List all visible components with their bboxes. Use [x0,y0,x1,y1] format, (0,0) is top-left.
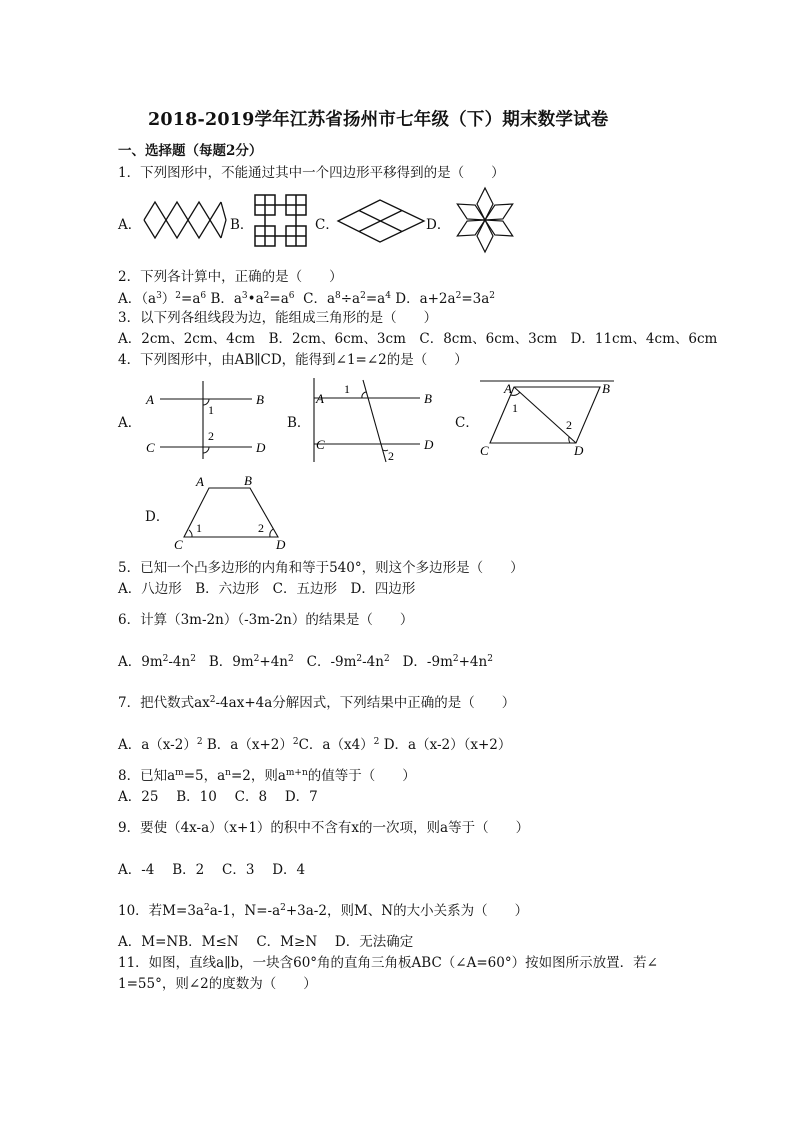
section-heading: 一、选择题（每题2分） [118,143,263,159]
q4c-point-c: C [480,443,489,458]
q1-option-d-label: D． [426,217,451,233]
q4d-angle-1: 1 [196,521,202,535]
q4b-point-c: C [316,437,325,452]
q4-option-a-label: A． [118,415,142,431]
q4c-point-d: D [574,443,584,458]
q2-options: A．$(a^3)^2=a^6$ B．$a^3•a^2=a^6$ C．$a^8\div a^2=a^4$ D．$a+2a^2=3a^2$ [118,291,495,307]
question-2-stem: 2．下列各计算中，正确的是（ ） [118,269,343,285]
q4a-point-a: A [146,392,154,407]
q4d-point-d: D [276,537,286,552]
q4-option-c-label: C． [455,415,479,431]
q4c-point-b: B [602,381,610,396]
page-title: 2018-2019学年江苏省扬州市七年级（下）期末数学试卷 [148,110,609,130]
q4a-point-b: B [256,392,264,407]
q1-option-b-label: B． [230,217,254,233]
q8-options: A．25 B．10 C．8 D．7 [118,789,318,805]
q1-figure-b [253,193,309,249]
question-10-stem: 10．若$M=3a^2a-1$，$N=-a^2+3a-2$，则M、N的大小关系为（ ） [118,903,529,919]
q7-options: A．$a(x-2)^2$ B．$a(x+2)^2C$．$a(x4)^2$ D．a（x-2）（x+2） [118,737,512,753]
q1-a-zigzag-bottom [144,220,221,238]
q10-options: A．M=NB．M≤N C．M≥N D．无法确定 [118,934,414,950]
question-9-stem: 9．要使（4x-a）（x+1）的积中不含有x的一次项，则a等于（ ） [118,820,530,836]
q4a-point-d: D [256,440,266,455]
q4-figure-d [170,473,295,553]
q4d-angle-2: 2 [258,521,264,535]
q4-option-b-label: B． [287,415,311,431]
q1-figure-c [336,198,426,244]
q4a-angle-2: 2 [208,429,214,443]
q1-a-zigzag-top [144,202,221,220]
question-3-stem: 3．以下列各组线段为边，能组成三角形的是（ ） [118,310,438,326]
q4b-point-a: A [316,391,324,406]
question-7-stem: 7．把代数式$ax^2-4ax+4a$分解因式，下列结果中正确的是（ ） [118,695,516,711]
q1-option-a-label: A． [118,217,142,233]
q4a-angle-1: 1 [208,403,214,417]
q1-option-c-label: C． [315,217,339,233]
q4b-angle-2: 2 [388,449,394,463]
question-5-stem: 5．已知一个凸多边形的内角和等于540°，则这个多边形是（ ） [118,560,524,576]
q4d-point-a: A [196,474,204,489]
question-11-line-2: 1=55°，则∠2的度数为（ ） [118,976,317,992]
q1-figure-d [452,186,518,254]
q4-figure-a [142,377,272,461]
q9-options: A．-4 B．2 C．3 D．4 [118,862,306,878]
q4-option-d-label: D． [145,509,170,525]
q4-figure-b [308,376,443,464]
q4c-point-a: A [504,381,512,396]
q4b-point-d: D [424,437,434,452]
q3-options: A．2cm、2cm、4cm B．2cm、6cm、3cm C．8cm、6cm、3cm D．11cm、4cm、6cm [118,331,718,347]
q4c-angle-1: 1 [512,401,518,415]
question-8-stem: 8．已知$a^m=5$，$a^n=2$，则$a^{m+n}$的值等于（ ） [118,768,416,784]
q4d-point-c: C [174,537,183,552]
question-4-stem: 4．下列图形中，由AB∥CD，能得到∠1=∠2的是（ ） [118,352,468,368]
q1-figure-a [142,200,228,240]
question-6-stem: 6．计算（3m-2n）（-3m-2n）的结果是（ ） [118,612,414,628]
q4b-point-b: B [424,391,432,406]
question-1-stem: 1．下列图形中，不能通过其中一个四边形平移得到的是（ ） [118,165,505,181]
q4d-point-b: B [244,473,252,488]
question-11-line-1: 11．如图，直线a∥b，一块含60°角的直角三角板ABC（∠A=60°）按如图所示放置．若∠ [118,955,658,971]
q4-figure-c [476,375,616,461]
q4b-angle-1: 1 [344,382,350,396]
q4c-angle-2: 2 [566,418,572,432]
q6-options: A．$9m^2-4n^2$ B．$9m^2+4n^2$ C．$-9m^2-4n^2$ D．$-9m^2+4n^2$ [118,654,493,670]
q4a-point-c: C [146,440,155,455]
q5-options: A．八边形 B．六边形 C．五边形 D．四边形 [118,581,416,597]
